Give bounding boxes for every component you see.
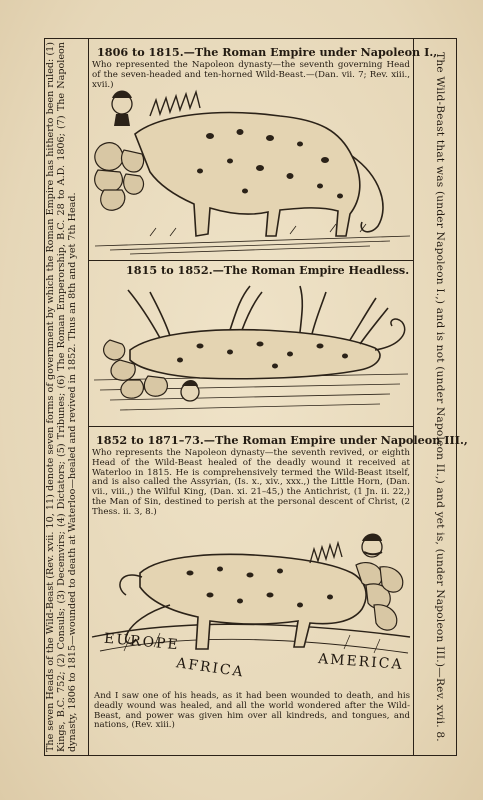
panel2-fallen-beast-illustration xyxy=(90,280,412,424)
map-label-africa: AFRICA xyxy=(175,655,246,681)
map-label-america: AMERICA xyxy=(317,651,405,673)
left-margin-text: The seven Heads of the Wild-Beast (Rev. xvii. 10, 11) denote seven forms of government by which the Roman Empire has hitherto been ruled: (1) Kings, B.C. 752; (2) Consuls; (3) Decemvirs; (4) Dictators; (5) Tribunes; (6) The Roman Emperorship, B.C. 28 to A.D. 1806; (7) The Napoleon dynasty, 1806 to 1815—wounded to death at Waterloo—healed and revived in 1852. Thus an 8th and yet 7th Head. xyxy=(45,42,78,752)
panel1-beast-illustration xyxy=(90,86,412,258)
divider-1 xyxy=(88,260,413,261)
divider-2 xyxy=(88,426,413,427)
right-rule xyxy=(413,38,414,756)
panel1-text: Who represented the Napoleon dynasty—the seventh governing Head of the seven-headed and ten-horned Wild-Beast.—(Dan. vii. 7; Rev. xiii., xvii.) xyxy=(92,60,410,90)
panel3-caption: And I saw one of his heads, as it had been wounded to death, and his deadly wound was healed, and all the world wondered after the Wild-Beast, and power was given him over all kindreds, and tongues, and nations, (Rev. xiii.) xyxy=(94,691,410,731)
map-label-europe: EUROPE xyxy=(103,630,181,654)
panel3-text: Who represents the Napoleon dynasty—the seventh revived, or eighth Head of the Wild-Beast healed of the deadly wound it received at Waterloo in 1815. He is comprehensively termed the Wild-Beast itself, and is also called the Assyrian, (Is. x., xiv., xxx.,) the Little Horn, (Dan. vii., viii.,) the Wilful King, (Dan. xi. 21–45,) the Antichrist, (1 Jn. ii. 22,) the Man of Sin, destined to perish at the personal descent of Christ, (2 Thess. ii. 3, 8.) xyxy=(92,448,410,517)
right-margin-text: The Wild-Beast that was (under Napoleon I.,) and is not (under Napoleon II.,) and yet is, (under Napoleon III.)—Rev. xvii. 8. xyxy=(434,52,446,742)
panel1-heading: 1806 to 1815.—The Roman Empire under Napoleon I., xyxy=(97,45,438,59)
panel2-heading: 1815 to 1852.—The Roman Empire Headless. xyxy=(126,263,410,277)
panel3-heading: 1852 to 1871–73.—The Roman Empire under Napoleon III., xyxy=(96,433,468,447)
